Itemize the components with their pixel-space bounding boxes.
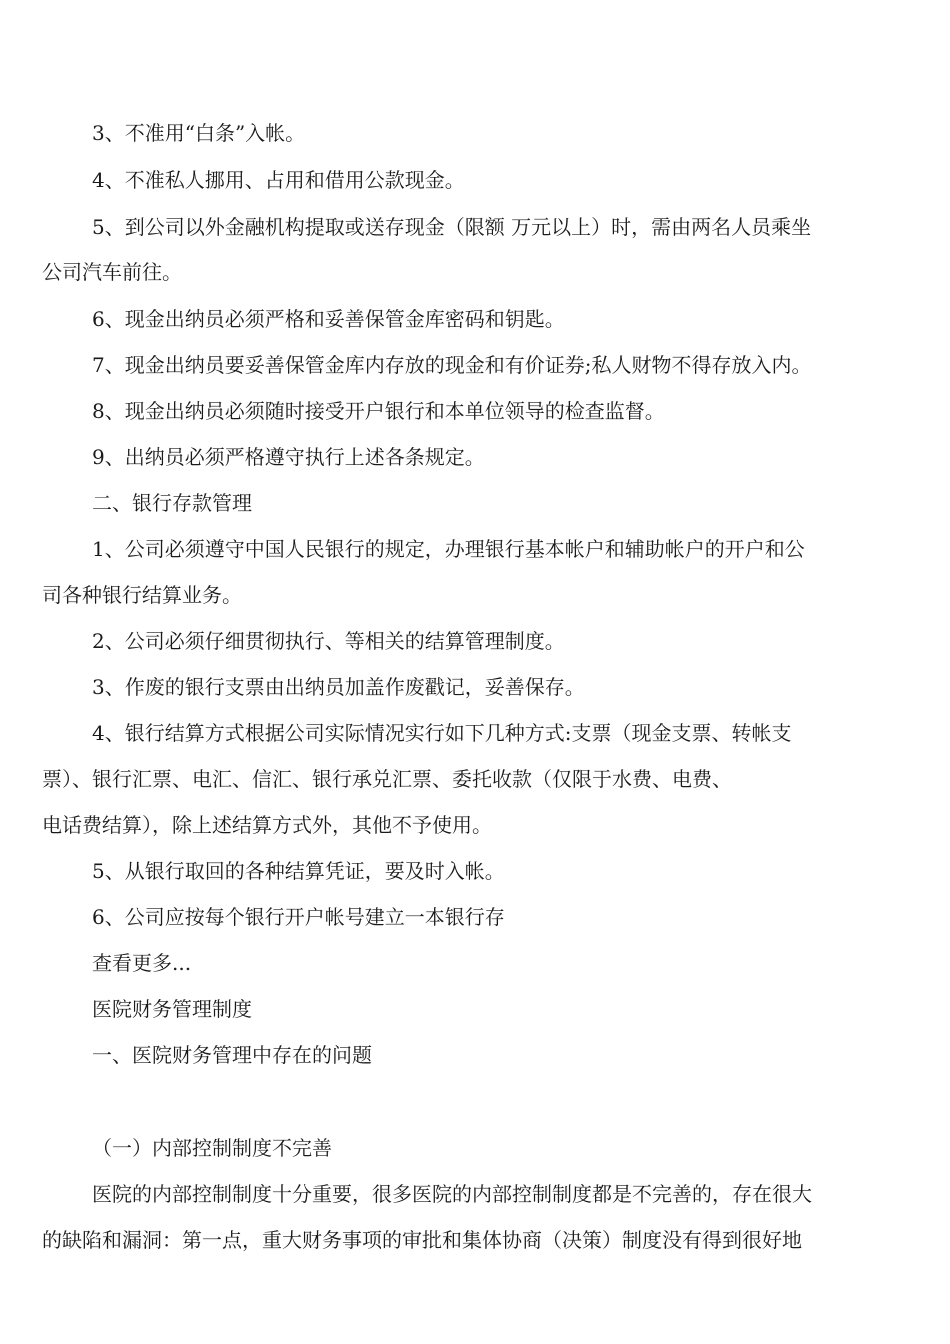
view-more-link[interactable]: 查看更多... [92, 951, 192, 975]
text-line: 6、现金出纳员必须严格和妥善保管金库密码和钥匙。 [92, 307, 565, 331]
text-line: 6、公司应按每个银行开户帐号建立一本银行存 [92, 905, 505, 929]
section-heading: 一、医院财务管理中存在的问题 [92, 1043, 372, 1067]
text-line: 票）、银行汇票、电汇、信汇、银行承兑汇票、委托收款（仅限于水费、电费、 [42, 767, 732, 791]
subsection-heading: （一）内部控制制度不完善 [92, 1136, 332, 1160]
text-line: 9、出纳员必须严格遵守执行上述各条规定。 [92, 445, 485, 469]
document-title: 医院财务管理制度 [92, 997, 252, 1021]
text-line: 1、公司必须遵守中国人民银行的规定，办理银行基本帐户和辅助帐户的开户和公 [92, 537, 805, 561]
section-heading: 二、银行存款管理 [92, 491, 252, 515]
text-line: 3、不准用“白条”入帐。 [92, 121, 306, 145]
text-line: 8、现金出纳员必须随时接受开户银行和本单位领导的检查监督。 [92, 399, 665, 423]
text-line: 医院的内部控制制度十分重要，很多医院的内部控制制度都是不完善的，存在很大 [92, 1182, 812, 1206]
text-line: 司各种银行结算业务。 [42, 583, 242, 607]
text-line: 4、不准私人挪用、占用和借用公款现金。 [92, 168, 465, 192]
text-line: 的缺陷和漏洞：第一点，重大财务事项的审批和集体协商（决策）制度没有得到很好地 [42, 1228, 802, 1252]
text-line: 公司汽车前往。 [42, 260, 182, 284]
text-line: 5、到公司以外金融机构提取或送存现金（限额 万元以上）时，需由两名人员乘坐 [92, 215, 812, 239]
text-line: 5、从银行取回的各种结算凭证，要及时入帐。 [92, 859, 505, 883]
text-line: 电话费结算），除上述结算方式外，其他不予使用。 [42, 813, 492, 837]
text-line: 7、现金出纳员要妥善保管金库内存放的现金和有价证券;私人财物不得存放入内。 [92, 353, 812, 377]
text-line: 2、公司必须仔细贯彻执行、等相关的结算管理制度。 [92, 629, 565, 653]
text-line: 3、作废的银行支票由出纳员加盖作废戳记，妥善保存。 [92, 675, 585, 699]
text-line: 4、银行结算方式根据公司实际情况实行如下几种方式:支票（现金支票、转帐支 [92, 721, 792, 745]
